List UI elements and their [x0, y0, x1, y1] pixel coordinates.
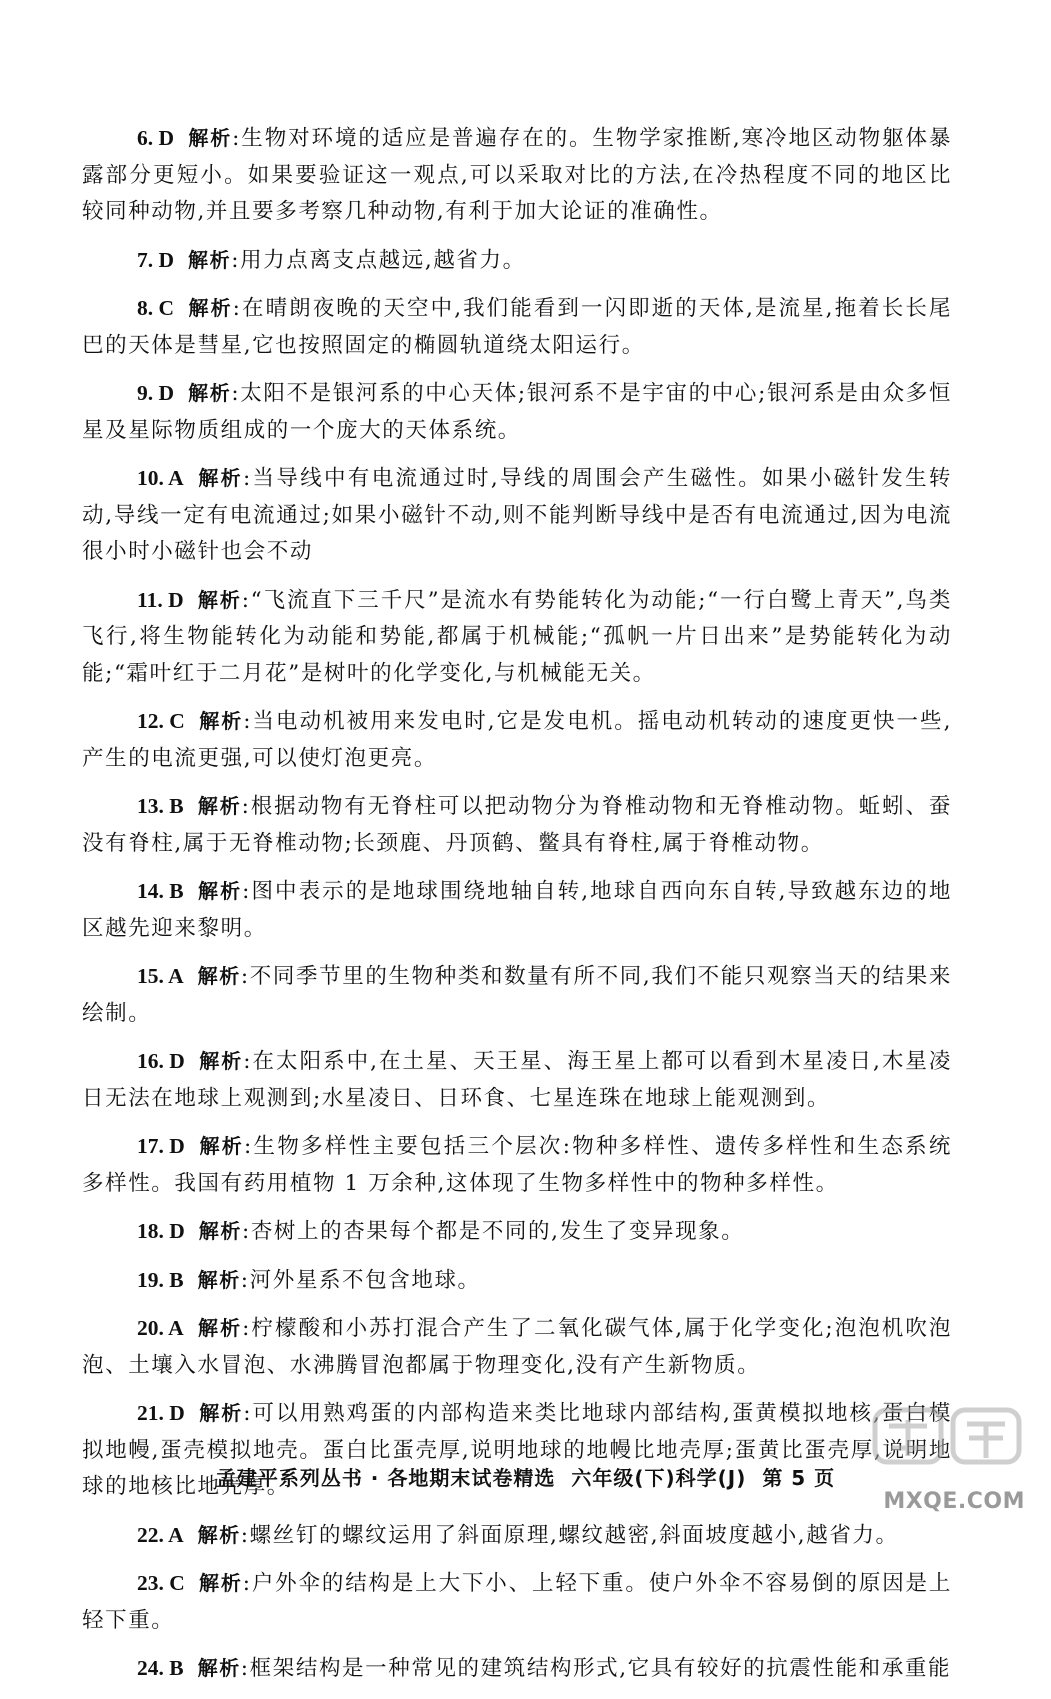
analysis-text: :河外星系不包含地球。 [240, 1267, 481, 1293]
answer-number: 17. D [137, 1134, 185, 1158]
answer-number: 20. A [137, 1316, 184, 1340]
analysis-label: 解析 [198, 709, 244, 733]
answer-number: 21. D [137, 1401, 185, 1425]
analysis-label: 解析 [198, 1049, 244, 1073]
analysis-label: 解析 [197, 587, 242, 612]
analysis-text: :在晴朗夜晚的天空中,我们能看到一闪即逝的天体,是流星,拖着长长尾巴的天体是彗星,它也按照固定的椭圆轨道绕太阳运行。 [82, 296, 952, 358]
analysis-text: :可以用熟鸡蛋的内部构造来类比地球内部结构,蛋黄模拟地核,蛋白模拟地幔,蛋壳模拟地壳。蛋白比蛋壳厚,说明地球的地幔比地壳厚;蛋黄比蛋壳厚,说明地球的地核比地壳厚。 [82, 1401, 953, 1499]
analysis-label: 解析 [198, 1401, 244, 1425]
analysis-text: :柠檬酸和小苏打混合产生了二氧化碳气体,属于化学变化;泡泡机吹泡泡、土壤入水冒泡、水沸腾冒泡都属于物理变化,没有产生新物质。 [82, 1316, 952, 1378]
analysis-text: :图中表示的是地球围绕地轴自转,地球自西向东自转,导致越东边的地区越先迎来黎明。 [82, 879, 952, 941]
answer-item [82, 788, 952, 862]
footer-grade: 六年级(下)科学(J) [571, 1466, 747, 1490]
answer-number: 8. C [137, 296, 175, 320]
answer-item [82, 120, 952, 231]
answer-number: 11. D [137, 587, 184, 612]
answer-item [82, 873, 952, 947]
answer-number: 23. C [137, 1571, 185, 1595]
analysis-text: :框架结构是一种常见的建筑结构形式,它具有较好的抗震性能和承重能 [240, 1656, 952, 1681]
analysis-text: :户外伞的结构是上大下小、上轻下重。使户外伞不容易倒的原因是上轻下重。 [82, 1571, 952, 1633]
analysis-label: 解析 [197, 879, 243, 903]
answer-item [82, 1650, 952, 1688]
analysis-label: 解析 [188, 296, 233, 320]
analysis-text: :用力点离支点越远,越省力。 [231, 247, 526, 273]
analysis-label: 解析 [197, 1316, 243, 1340]
analysis-text: :杏树上的杏果每个都是不同的,发生了变异现象。 [241, 1219, 745, 1244]
answer-item [82, 582, 952, 693]
answer-number: 24. B [137, 1656, 184, 1680]
analysis-text: :根据动物有无脊柱可以把动物分为脊椎动物和无脊椎动物。蚯蚓、蚕没有脊柱,属于无脊椎动物;长颈鹿、丹顶鹤、鳖具有脊柱,属于脊椎动物。 [82, 794, 952, 856]
answer-number: 19. B [137, 1267, 184, 1292]
watermark-text: MXQE.COM [883, 1489, 1025, 1514]
answer-number: 12. C [137, 709, 185, 733]
answer-item [82, 242, 952, 280]
answer-item [82, 375, 952, 449]
answer-number: 18. D [137, 1219, 185, 1243]
answer-number: 15. A [137, 964, 184, 988]
footer-page-number: 第 5 页 [762, 1466, 836, 1490]
answer-item [82, 1043, 952, 1117]
analysis-text: :不同季节里的生物种类和数量有所不同,我们不能只观察当天的结果来绘制。 [82, 964, 952, 1026]
analysis-text: :在太阳系中,在土星、天王星、海王星上都可以看到木星凌日,木星凌日无法在地球上观测到;水星凌日、日环食、七星连珠在地球上能观测到。 [82, 1049, 953, 1111]
answer-item [82, 1310, 952, 1384]
analysis-text: :太阳不是银河系的中心天体;银河系不是宇宙的中心;银河系是由众多恒星及星际物质组成的一个庞大的天体系统。 [82, 381, 952, 443]
answer-item [82, 460, 952, 571]
answer-item [82, 1128, 952, 1202]
analysis-text: :螺丝钉的螺纹运用了斜面原理,螺纹越密,斜面坡度越小,越省力。 [240, 1522, 899, 1548]
answer-number: 22. A [137, 1522, 184, 1547]
answer-number: 6. D [137, 126, 175, 150]
answer-number: 16. D [137, 1049, 185, 1073]
analysis-text: :生物多样性主要包括三个层次:物种多样性、遗传多样性和生态系统多样性。我国有药用植物 1 万余种,这体现了生物多样性中的物种多样性。 [82, 1134, 953, 1196]
answer-item [82, 1517, 952, 1555]
analysis-label: 解析 [197, 794, 242, 818]
analysis-label: 解析 [188, 247, 232, 272]
analysis-label: 解析 [188, 126, 233, 150]
answer-number: 13. B [137, 794, 184, 818]
answer-item [82, 703, 952, 777]
analysis-label: 解析 [198, 1134, 245, 1158]
answer-number: 9. D [137, 381, 175, 405]
answer-number: 7. D [137, 247, 175, 272]
answer-item [82, 290, 952, 364]
analysis-label: 解析 [188, 381, 232, 405]
analysis-label: 解析 [197, 1522, 241, 1547]
analysis-text: :当导线中有电流通过时,导线的周围会产生磁性。如果小磁针发生转动,导线一定有电流通过;如果小磁针不动,则不能判断导线中是否有电流通过,因为电流很小时小磁针也会不动 [82, 466, 952, 564]
analysis-label: 解析 [198, 1571, 243, 1595]
analysis-label: 解析 [197, 1267, 241, 1292]
analysis-label: 解析 [197, 1656, 241, 1680]
answer-item [82, 1213, 952, 1251]
analysis-text: :生物对环境的适应是普遍存在的。生物学家推断,寒冷地区动物躯体暴露部分更短小。如果要验证这一观点,可以采取对比的方法,在冷热程度不同的地区比较同种动物,并且要多考察几种动物,有利于加大论证的准确性。 [82, 126, 952, 224]
answer-number: 14. B [137, 879, 184, 903]
analysis-text: :当电动机被用来发电时,它是发电机。摇电动机转动的速度更快一些,产生的电流更强,可以使灯泡更亮。 [82, 709, 953, 771]
answer-item [82, 958, 952, 1032]
analysis-label: 解析 [197, 466, 243, 490]
footer-series: 孟建平系列丛书 · 各地期末试卷精选 [215, 1466, 556, 1490]
analysis-label: 解析 [197, 964, 241, 988]
answer-item [82, 1262, 952, 1300]
answer-item [82, 1565, 952, 1639]
analysis-text: :“飞流直下三千尺”是流水有势能转化为动能;“一行白鹭上青天”,鸟类飞行,将生物能转化为动能和势能,都属于机械能;“孤帆一片日出来”是势能转化为动能;“霜叶红于二月花”是树叶的化学变化,与机械能无关。 [82, 587, 952, 686]
answer-number: 10. A [137, 466, 184, 490]
analysis-label: 解析 [198, 1219, 242, 1243]
